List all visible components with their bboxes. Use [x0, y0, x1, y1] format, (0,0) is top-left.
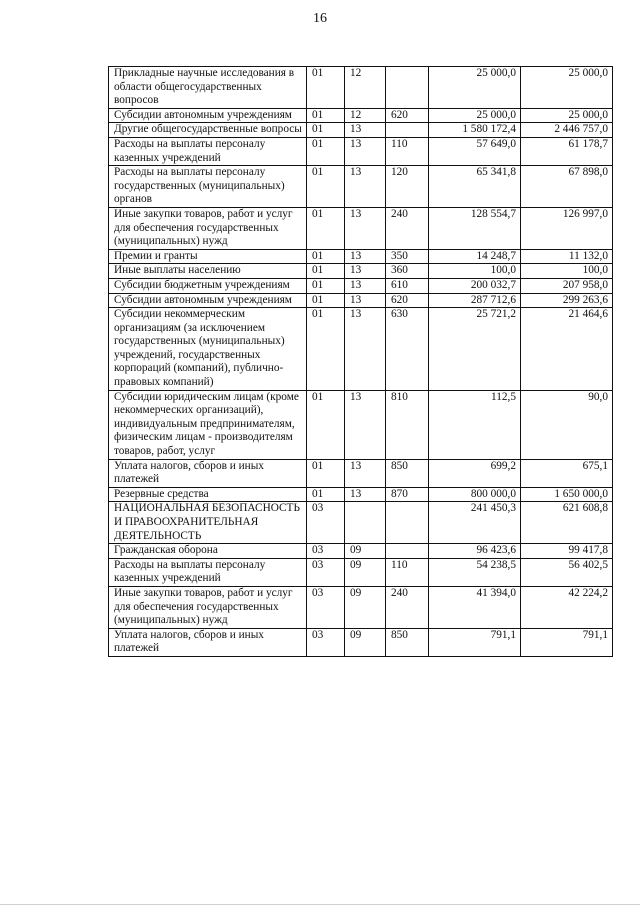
amount-year1-cell: 241 450,3 — [429, 502, 521, 544]
amount-year2-cell: 2 446 757,0 — [521, 123, 613, 138]
amount-year2-cell: 25 000,0 — [521, 67, 613, 109]
row-name-cell: Иные закупки товаров, работ и услуг для обеспечения государственных (муниципальных) нужд — [109, 586, 307, 628]
amount-year2-cell: 791,1 — [521, 628, 613, 656]
table-row — [109, 293, 613, 308]
row-name-cell: Другие общегосударственные вопросы — [109, 123, 307, 138]
table-row — [109, 123, 613, 138]
amount-year1-cell: 41 394,0 — [429, 586, 521, 628]
expense-type-code-cell: 360 — [386, 264, 429, 279]
row-name-cell: Уплата налогов, сборов и иных платежей — [109, 628, 307, 656]
subsection-code-cell: 13 — [345, 308, 386, 391]
expense-type-code-cell: 850 — [386, 628, 429, 656]
amount-year2-cell: 90,0 — [521, 390, 613, 459]
amount-year2-cell: 1 650 000,0 — [521, 487, 613, 502]
amount-year2-cell: 100,0 — [521, 264, 613, 279]
subsection-code-cell: 13 — [345, 249, 386, 264]
table-row — [109, 390, 613, 459]
row-name-cell: Иные выплаты населению — [109, 264, 307, 279]
section-code-cell: 01 — [307, 487, 345, 502]
expense-type-code-cell: 620 — [386, 293, 429, 308]
amount-year2-cell: 42 224,2 — [521, 586, 613, 628]
amount-year1-cell: 1 580 172,4 — [429, 123, 521, 138]
table-row — [109, 558, 613, 586]
row-name-cell: Субсидии бюджетным учреждениям — [109, 278, 307, 293]
table-row — [109, 207, 613, 249]
table-row — [109, 586, 613, 628]
amount-year1-cell: 25 000,0 — [429, 108, 521, 123]
subsection-code-cell: 13 — [345, 166, 386, 208]
expense-type-code-cell — [386, 544, 429, 559]
subsection-code-cell: 13 — [345, 207, 386, 249]
amount-year1-cell: 14 248,7 — [429, 249, 521, 264]
expense-type-code-cell: 870 — [386, 487, 429, 502]
amount-year1-cell: 57 649,0 — [429, 137, 521, 165]
row-name-cell: Субсидии некоммерческим организациям (за исключением государственных (муниципальных) учреждений, государственных корпораций (компаний), публично-правовых компаний) — [109, 308, 307, 391]
section-code-cell: 01 — [307, 108, 345, 123]
section-code-cell: 01 — [307, 207, 345, 249]
section-code-cell: 01 — [307, 123, 345, 138]
row-name-cell: Расходы на выплаты персоналу казенных учреждений — [109, 137, 307, 165]
subsection-code-cell: 13 — [345, 487, 386, 502]
amount-year2-cell: 675,1 — [521, 459, 613, 487]
row-name-cell: НАЦИОНАЛЬНАЯ БЕЗОПАСНОСТЬ И ПРАВООХРАНИТЕЛЬНАЯ ДЕЯТЕЛЬНОСТЬ — [109, 502, 307, 544]
expense-type-code-cell: 240 — [386, 586, 429, 628]
table-row — [109, 502, 613, 544]
subsection-code-cell: 13 — [345, 390, 386, 459]
table-row — [109, 459, 613, 487]
expense-type-code-cell: 610 — [386, 278, 429, 293]
expense-type-code-cell — [386, 502, 429, 544]
amount-year1-cell: 25 721,2 — [429, 308, 521, 391]
expense-type-code-cell — [386, 67, 429, 109]
table-row — [109, 249, 613, 264]
section-code-cell: 03 — [307, 586, 345, 628]
amount-year1-cell: 25 000,0 — [429, 67, 521, 109]
amount-year2-cell: 99 417,8 — [521, 544, 613, 559]
expense-type-code-cell: 350 — [386, 249, 429, 264]
subsection-code-cell: 12 — [345, 108, 386, 123]
amount-year1-cell: 96 423,6 — [429, 544, 521, 559]
row-name-cell: Субсидии автономным учреждениям — [109, 293, 307, 308]
amount-year1-cell: 54 238,5 — [429, 558, 521, 586]
section-code-cell: 03 — [307, 502, 345, 544]
expense-type-code-cell: 120 — [386, 166, 429, 208]
row-name-cell: Гражданская оборона — [109, 544, 307, 559]
subsection-code-cell: 13 — [345, 459, 386, 487]
amount-year2-cell: 61 178,7 — [521, 137, 613, 165]
amount-year2-cell: 11 132,0 — [521, 249, 613, 264]
section-code-cell: 03 — [307, 544, 345, 559]
subsection-code-cell: 13 — [345, 123, 386, 138]
subsection-code-cell: 13 — [345, 137, 386, 165]
subsection-code-cell: 09 — [345, 586, 386, 628]
row-name-cell: Прикладные научные исследования в области общегосударственных вопросов — [109, 67, 307, 109]
section-code-cell: 01 — [307, 308, 345, 391]
subsection-code-cell — [345, 502, 386, 544]
row-name-cell: Расходы на выплаты персоналу государственных (муниципальных) органов — [109, 166, 307, 208]
table-row — [109, 264, 613, 279]
expense-type-code-cell: 240 — [386, 207, 429, 249]
row-name-cell: Иные закупки товаров, работ и услуг для обеспечения государственных (муниципальных) нужд — [109, 207, 307, 249]
section-code-cell: 01 — [307, 67, 345, 109]
amount-year1-cell: 800 000,0 — [429, 487, 521, 502]
amount-year1-cell: 699,2 — [429, 459, 521, 487]
amount-year2-cell: 25 000,0 — [521, 108, 613, 123]
row-name-cell: Премии и гранты — [109, 249, 307, 264]
amount-year2-cell: 21 464,6 — [521, 308, 613, 391]
budget-table — [108, 66, 613, 657]
subsection-code-cell: 09 — [345, 628, 386, 656]
section-code-cell: 01 — [307, 390, 345, 459]
subsection-code-cell: 13 — [345, 278, 386, 293]
amount-year1-cell: 791,1 — [429, 628, 521, 656]
row-name-cell: Резервные средства — [109, 487, 307, 502]
subsection-code-cell: 12 — [345, 67, 386, 109]
section-code-cell: 01 — [307, 293, 345, 308]
amount-year2-cell: 67 898,0 — [521, 166, 613, 208]
expense-type-code-cell: 110 — [386, 137, 429, 165]
amount-year2-cell: 207 958,0 — [521, 278, 613, 293]
subsection-code-cell: 13 — [345, 264, 386, 279]
section-code-cell: 03 — [307, 628, 345, 656]
amount-year1-cell: 128 554,7 — [429, 207, 521, 249]
row-name-cell: Уплата налогов, сборов и иных платежей — [109, 459, 307, 487]
section-code-cell: 01 — [307, 166, 345, 208]
amount-year2-cell: 299 263,6 — [521, 293, 613, 308]
section-code-cell: 01 — [307, 459, 345, 487]
section-code-cell: 01 — [307, 264, 345, 279]
table-row — [109, 487, 613, 502]
section-code-cell: 01 — [307, 278, 345, 293]
table-row — [109, 308, 613, 391]
amount-year2-cell: 621 608,8 — [521, 502, 613, 544]
row-name-cell: Субсидии автономным учреждениям — [109, 108, 307, 123]
table-row — [109, 67, 613, 109]
amount-year1-cell: 65 341,8 — [429, 166, 521, 208]
amount-year1-cell: 112,5 — [429, 390, 521, 459]
amount-year1-cell: 200 032,7 — [429, 278, 521, 293]
table-row — [109, 278, 613, 293]
amount-year1-cell: 287 712,6 — [429, 293, 521, 308]
row-name-cell: Расходы на выплаты персоналу казенных учреждений — [109, 558, 307, 586]
row-name-cell: Субсидии юридическим лицам (кроме некоммерческих организаций), индивидуальным предпринимателям, физическим лицам - производителям товаров, работ, услуг — [109, 390, 307, 459]
section-code-cell: 01 — [307, 137, 345, 165]
table-row — [109, 544, 613, 559]
expense-type-code-cell: 620 — [386, 108, 429, 123]
table-row — [109, 628, 613, 656]
subsection-code-cell: 09 — [345, 558, 386, 586]
page-number: 16 — [313, 11, 327, 26]
amount-year2-cell: 56 402,5 — [521, 558, 613, 586]
amount-year1-cell: 100,0 — [429, 264, 521, 279]
expense-type-code-cell: 810 — [386, 390, 429, 459]
subsection-code-cell: 13 — [345, 293, 386, 308]
section-code-cell: 03 — [307, 558, 345, 586]
table-row — [109, 108, 613, 123]
table-row — [109, 137, 613, 165]
expense-type-code-cell: 850 — [386, 459, 429, 487]
amount-year2-cell: 126 997,0 — [521, 207, 613, 249]
section-code-cell: 01 — [307, 249, 345, 264]
table-row — [109, 166, 613, 208]
expense-type-code-cell: 630 — [386, 308, 429, 391]
expense-type-code-cell: 110 — [386, 558, 429, 586]
subsection-code-cell: 09 — [345, 544, 386, 559]
expense-type-code-cell — [386, 123, 429, 138]
